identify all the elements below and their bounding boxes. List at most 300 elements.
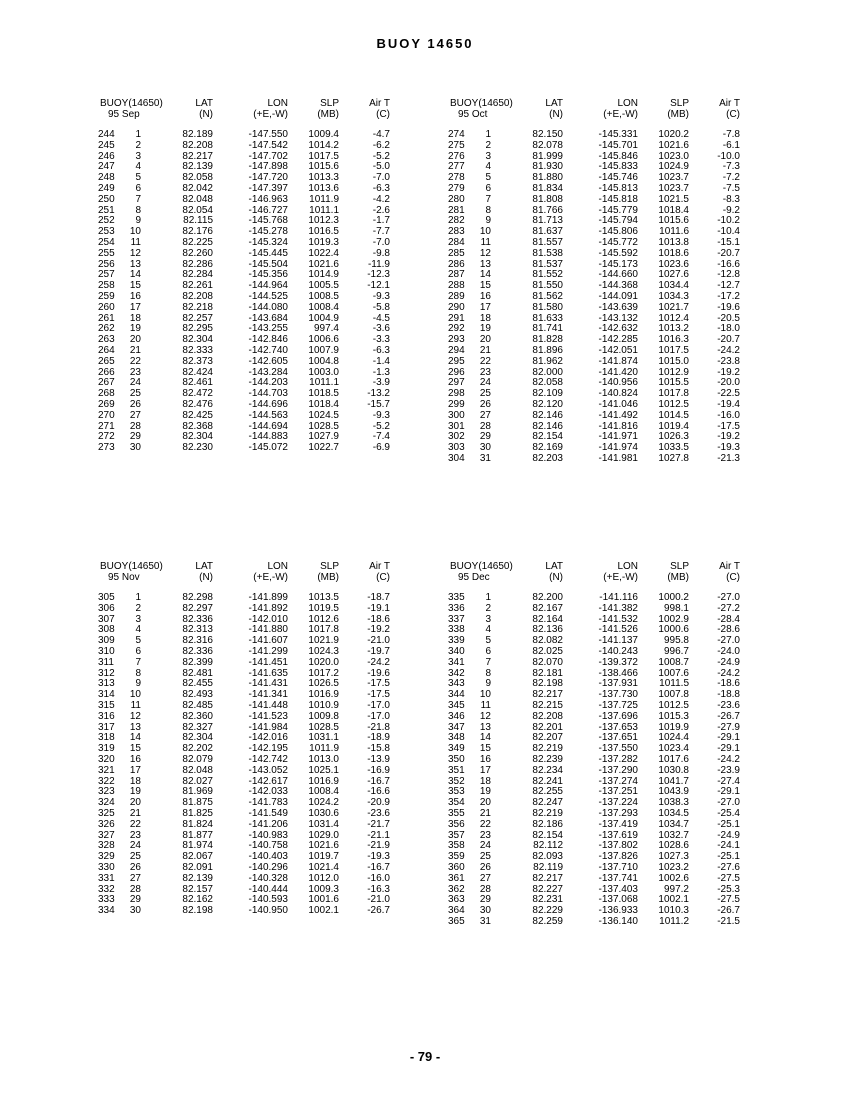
cell-airt: -16.0 [367,872,390,884]
cell-slp: 1021.6 [658,139,689,151]
cell-slp: 1010.9 [308,699,339,711]
table-row [448,140,748,151]
table-row [98,603,398,614]
cell-lat: 82.157 [182,883,213,895]
table-row [448,646,748,657]
table-row [448,711,748,722]
table-header [448,98,748,120]
cell-airt: -7.7 [372,226,390,238]
cell-lon: -145.833 [598,161,638,173]
table-row [448,700,748,711]
table-row [98,894,398,905]
cell-lat: 82.225 [182,236,213,248]
cell-slp: 1012.9 [658,366,689,378]
cell-day: 320 [98,753,115,765]
cell-slp: 1021.4 [308,861,339,873]
cell-slp: 1034.7 [658,818,689,830]
table-body [98,129,398,453]
cell-airt: -6.1 [722,139,740,151]
cell-index: 18 [479,312,491,324]
table-row [98,215,398,226]
cell-slp: 1026.5 [308,678,339,690]
cell-day: 327 [98,829,115,841]
cell-day: 361 [448,872,465,884]
table-row [98,345,398,356]
cell-airt: -9.3 [372,409,390,421]
cell-lon: -141.523 [248,710,288,722]
cell-lat: 82.229 [532,905,563,917]
cell-day: 343 [448,678,465,690]
cell-slp: 1030.6 [308,807,339,819]
cell-lat: 82.167 [532,602,563,614]
cell-slp: 1012.6 [308,613,339,625]
cell-index: 8 [485,667,491,679]
cell-lon: -140.593 [248,894,288,906]
cell-day: 307 [98,613,115,625]
cell-lat: 82.189 [182,129,213,140]
cell-airt: -20.5 [717,312,740,324]
cell-lat: 82.219 [532,807,563,819]
cell-day: 289 [448,290,465,302]
cell-lat: 81.580 [532,301,563,313]
cell-lon: -145.772 [598,236,638,248]
cell-day: 304 [448,452,465,464]
cell-lat: 82.058 [182,172,213,184]
cell-index: 8 [485,204,491,216]
cell-slp: 1023.6 [658,258,689,270]
table-row [448,678,748,689]
cell-lon: -142.051 [598,344,638,356]
cell-index: 24 [479,840,491,852]
cell-lon: -137.741 [598,872,638,884]
cell-index: 15 [129,743,141,755]
table-row [448,592,748,603]
cell-airt: -29.1 [717,786,740,798]
cell-lon: -144.525 [248,290,288,302]
table-body [98,592,398,916]
cell-lon: -137.068 [598,894,638,906]
cell-airt: -6.3 [372,344,390,356]
table-row [448,603,748,614]
cell-airt: -1.4 [372,355,390,367]
cell-slp: 1020.2 [658,129,689,140]
table-row [448,722,748,733]
cell-lat: 81.538 [532,247,563,259]
table-row [98,259,398,270]
cell-day: 314 [98,689,115,701]
table-row [448,388,748,399]
cell-index: 28 [479,883,491,895]
cell-lat: 82.093 [532,851,563,863]
table-row [448,905,748,916]
cell-lat: 82.297 [182,602,213,614]
cell-slp: 1030.8 [658,764,689,776]
cell-slp: 996.7 [663,645,689,657]
cell-slp: 1011.2 [659,915,689,927]
cell-lon: -137.653 [598,721,638,733]
cell-airt: -3.9 [372,377,390,389]
cell-slp: 1014.5 [658,409,689,421]
cell-airt: -19.3 [367,851,390,863]
cell-lon: -141.046 [598,398,638,410]
table-row [448,862,748,873]
table-row [98,830,398,841]
cell-lon: -137.619 [598,829,638,841]
cell-day: 306 [98,602,115,614]
cell-index: 7 [485,656,491,668]
cell-lon: -144.694 [248,420,288,432]
cell-index: 2 [485,139,491,151]
cell-index: 26 [129,398,141,410]
cell-slp: 1000.6 [658,624,689,636]
cell-lat: 82.208 [532,710,563,722]
cell-index: 9 [485,678,491,690]
cell-lat: 82.120 [532,398,563,410]
cell-airt: -20.7 [717,247,740,259]
cell-slp: 1016.9 [308,775,339,787]
cell-day: 355 [448,807,465,819]
header-airt: Air T [369,561,390,572]
cell-lon: -141.880 [248,624,288,636]
cell-lon: -137.550 [598,743,638,755]
cell-lon: -137.224 [598,797,638,809]
cell-slp: 1019.7 [308,851,339,863]
table-row [448,776,748,787]
cell-day: 278 [448,172,465,184]
cell-lat: 82.048 [182,193,213,205]
cell-day: 270 [98,409,115,421]
cell-slp: 1016.9 [308,689,339,701]
cell-day: 357 [448,829,465,841]
cell-airt: -3.6 [372,323,390,335]
cell-airt: -9.2 [722,204,740,216]
cell-airt: -15.8 [367,743,390,755]
table-row [448,323,748,334]
table-row [98,646,398,657]
cell-index: 4 [135,624,141,636]
cell-day: 260 [98,301,115,313]
cell-lat: 81.875 [182,797,213,809]
cell-lat: 82.241 [532,775,563,787]
cell-index: 26 [479,861,491,873]
cell-airt: -23.8 [717,355,740,367]
cell-day: 255 [98,247,115,259]
table-row [98,700,398,711]
cell-day: 267 [98,377,115,389]
cell-index: 3 [135,150,141,162]
cell-day: 251 [98,204,115,216]
header-airt-unit: (C) [726,109,740,120]
cell-slp: 1014.2 [308,139,339,151]
cell-airt: -23.6 [367,807,390,819]
cell-index: 20 [129,797,141,809]
cell-day: 296 [448,366,465,378]
cell-slp: 1023.2 [658,861,689,873]
cell-lat: 81.974 [182,840,213,852]
cell-lat: 81.637 [532,226,563,238]
header-lon-unit: (+E,-W) [253,109,288,120]
cell-airt: -27.4 [717,775,740,787]
cell-lon: -145.592 [598,247,638,259]
cell-slp: 1021.7 [658,301,689,313]
cell-lon: -142.195 [248,743,288,755]
cell-airt: -17.5 [367,678,390,690]
header-slp: SLP [670,561,689,572]
cell-index: 10 [129,226,141,238]
cell-day: 323 [98,786,115,798]
cell-index: 1 [135,592,141,603]
cell-day: 295 [448,355,465,367]
cell-airt: -19.4 [717,398,740,410]
cell-slp: 1017.5 [308,150,339,162]
cell-day: 299 [448,398,465,410]
cell-day: 334 [98,905,115,917]
cell-airt: -12.7 [717,280,740,292]
table-row [448,689,748,700]
cell-lat: 81.828 [532,334,563,346]
cell-slp: 1023.0 [658,150,689,162]
cell-day: 363 [448,894,465,906]
cell-lat: 82.058 [532,377,563,389]
cell-airt: -12.8 [717,269,740,281]
cell-index: 22 [129,818,141,830]
cell-lat: 82.067 [182,851,213,863]
cell-airt: -21.8 [367,721,390,733]
cell-day: 309 [98,635,115,647]
cell-lon: -143.052 [248,764,288,776]
table-row [98,431,398,442]
cell-airt: -21.9 [367,840,390,852]
cell-lat: 82.207 [532,732,563,744]
cell-lon: -144.964 [248,280,288,292]
cell-slp: 1033.5 [658,442,689,454]
cell-index: 21 [129,344,141,356]
cell-lat: 82.455 [182,678,213,690]
cell-slp: 1034.4 [658,280,689,292]
cell-lat: 82.298 [182,592,213,603]
cell-airt: -24.9 [717,829,740,841]
table-row [98,711,398,722]
cell-day: 364 [448,905,465,917]
table-row [98,194,398,205]
cell-slp: 1024.9 [658,161,689,173]
cell-lat: 82.472 [182,388,213,400]
table-row [448,269,748,280]
table-row [448,367,748,378]
header-buoy: BUOY(14650) [100,561,163,572]
table-row [448,345,748,356]
header-buoy: BUOY(14650) [450,98,513,109]
cell-index: 28 [479,420,491,432]
cell-index: 10 [479,689,491,701]
cell-lat: 82.109 [532,388,563,400]
cell-day: 274 [448,129,465,140]
cell-day: 261 [98,312,115,324]
cell-slp: 1015.6 [658,215,689,227]
table-row [448,280,748,291]
table-row [98,367,398,378]
table-row [448,873,748,884]
table-row [98,592,398,603]
cell-lon: -141.874 [598,355,638,367]
cell-lon: -141.448 [248,699,288,711]
cell-lat: 82.202 [182,743,213,755]
cell-slp: 1008.4 [308,301,339,313]
cell-day: 283 [448,226,465,238]
cell-index: 29 [479,431,491,443]
header-period: 95 Oct [458,109,488,120]
cell-lat: 81.999 [532,150,563,162]
cell-lon: -144.091 [598,290,638,302]
cell-airt: -21.5 [717,915,740,927]
cell-index: 29 [479,894,491,906]
cell-airt: -27.0 [717,797,740,809]
cell-airt: -19.6 [717,301,740,313]
cell-lon: -147.720 [248,172,288,184]
header-airt: Air T [719,561,740,572]
cell-index: 16 [129,290,141,302]
cell-slp: 1015.5 [658,377,689,389]
cell-airt: -12.1 [367,280,390,292]
table-row [98,377,398,388]
cell-airt: -4.5 [372,312,390,324]
table-row [98,873,398,884]
table-row [448,797,748,808]
cell-index: 10 [129,689,141,701]
cell-index: 19 [129,786,141,798]
cell-lon: -141.451 [248,656,288,668]
cell-airt: -7.8 [722,129,740,140]
cell-slp: 1027.3 [658,851,689,863]
cell-airt: -4.2 [372,193,390,205]
cell-index: 17 [479,764,491,776]
cell-day: 256 [98,258,115,270]
table-row [448,183,748,194]
table-row [448,819,748,830]
cell-lon: -145.701 [598,139,638,151]
table-sep [98,98,398,453]
cell-airt: -17.0 [367,699,390,711]
cell-day: 246 [98,150,115,162]
cell-index: 21 [479,807,491,819]
cell-index: 7 [485,193,491,205]
cell-day: 300 [448,409,465,421]
cell-index: 16 [129,753,141,765]
cell-slp: 1028.6 [658,840,689,852]
cell-slp: 1021.9 [308,635,339,647]
cell-day: 259 [98,290,115,302]
cell-index: 9 [135,215,141,227]
cell-day: 358 [448,840,465,852]
cell-lon: -141.137 [598,635,638,647]
cell-day: 311 [98,656,114,668]
cell-lat: 82.162 [182,894,213,906]
cell-lat: 82.169 [532,442,563,454]
cell-day: 264 [98,344,115,356]
cell-day: 348 [448,732,465,744]
cell-index: 5 [135,635,141,647]
table-row [448,614,748,625]
cell-lon: -147.542 [248,139,288,151]
cell-index: 13 [479,721,491,733]
header-buoy: BUOY(14650) [100,98,163,109]
cell-lat: 82.336 [182,613,213,625]
cell-lon: -143.255 [248,323,288,335]
cell-index: 16 [479,753,491,765]
table-row [98,172,398,183]
cell-slp: 1003.0 [308,366,339,378]
cell-lon: -140.758 [248,840,288,852]
cell-lat: 82.201 [532,721,563,733]
cell-slp: 1032.7 [658,829,689,841]
cell-airt: -18.6 [367,613,390,625]
table-row [448,334,748,345]
cell-lon: -142.740 [248,344,288,356]
cell-slp: 1002.9 [658,613,689,625]
cell-airt: -16.7 [367,775,390,787]
cell-lon: -145.806 [598,226,638,238]
cell-index: 24 [129,377,141,389]
cell-lon: -141.981 [598,452,638,464]
table-row [448,259,748,270]
cell-lat: 81.930 [532,161,563,173]
cell-day: 319 [98,743,115,755]
cell-slp: 1019.5 [308,602,339,614]
cell-lon: -137.931 [598,678,638,690]
table-dec [448,561,748,927]
cell-slp: 1013.6 [308,182,339,194]
cell-day: 298 [448,388,465,400]
cell-index: 9 [135,678,141,690]
cell-index: 27 [479,872,491,884]
cell-day: 316 [98,710,115,722]
cell-lon: -142.632 [598,323,638,335]
cell-airt: -7.2 [722,172,740,184]
cell-slp: 1012.3 [308,215,339,227]
cell-lon: -147.550 [248,129,288,140]
cell-lat: 82.218 [182,301,213,313]
cell-index: 2 [485,602,491,614]
cell-lon: -137.710 [598,861,638,873]
cell-day: 324 [98,797,115,809]
header-slp: SLP [320,561,339,572]
cell-airt: -19.3 [717,442,740,454]
table-row [98,248,398,259]
cell-airt: -19.1 [367,602,390,614]
cell-lon: -141.984 [248,721,288,733]
cell-lon: -137.419 [598,818,638,830]
cell-airt: -28.6 [717,624,740,636]
cell-day: 330 [98,861,115,873]
table-row [98,754,398,765]
cell-slp: 1009.3 [308,883,339,895]
cell-slp: 1017.2 [308,667,339,679]
cell-slp: 1041.7 [658,775,689,787]
cell-lon: -140.444 [248,883,288,895]
cell-airt: -9.8 [372,247,390,259]
cell-slp: 1017.8 [658,388,689,400]
cell-lon: -137.802 [598,840,638,852]
cell-airt: -29.1 [717,743,740,755]
cell-day: 252 [98,215,115,227]
cell-index: 5 [485,172,491,184]
table-row [448,205,748,216]
cell-lat: 82.217 [532,872,563,884]
cell-day: 354 [448,797,465,809]
cell-day: 291 [448,312,465,324]
header-lat-unit: (N) [199,572,213,583]
cell-day: 269 [98,398,115,410]
